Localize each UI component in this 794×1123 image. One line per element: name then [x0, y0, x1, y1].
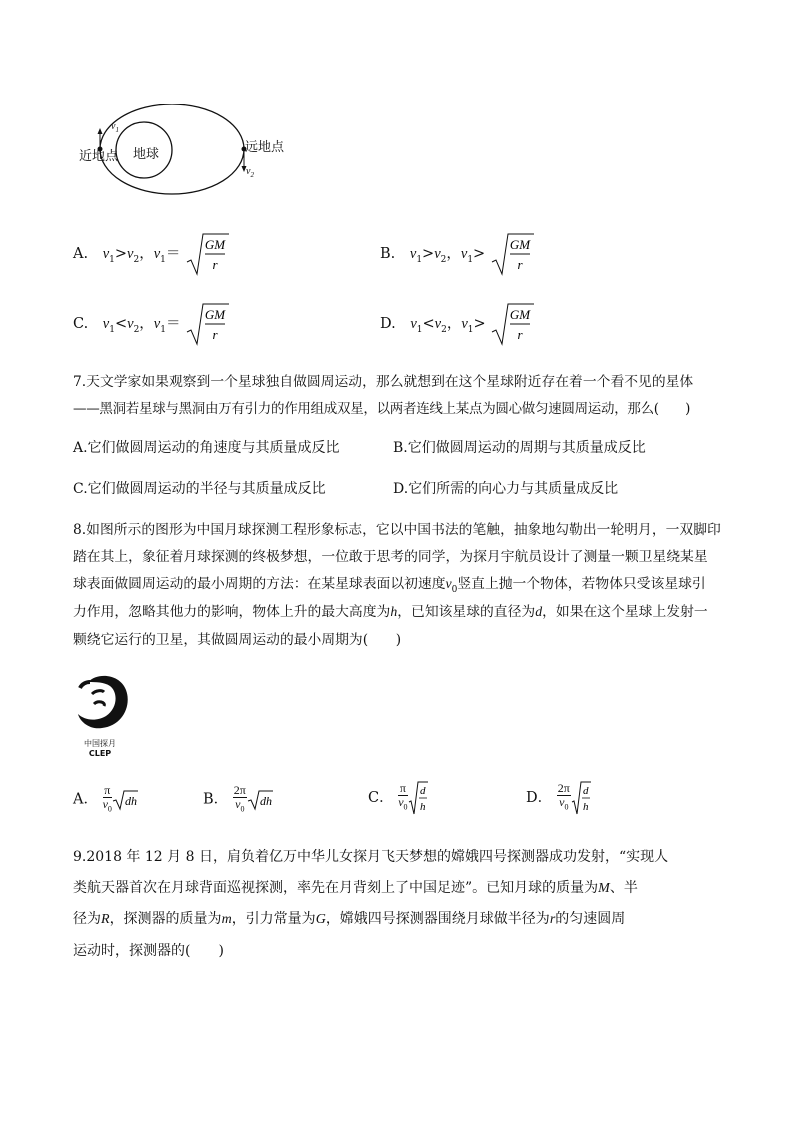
sqrt-gm-over-r [185, 302, 229, 346]
sqrt-gm-over-r [490, 232, 534, 276]
option-fraction: $\frac{\pi}{v_0}$ [102, 783, 112, 814]
svg-text:h: h [582, 801, 589, 813]
frac-num: GM [204, 307, 226, 322]
svg-text:dh: dh [124, 793, 137, 808]
q8-stem-line5: 颗绕它运行的卫星，其做圆周运动的最小周期为( ) [73, 632, 402, 648]
q8-stem-line4: 力作用，忽略其他力的影响，物体上升的最大高度为h，已知该星球的直径为d，如果在这个星球上发射一 [73, 604, 708, 620]
logo-en-text: CLEP [88, 749, 112, 758]
sqrt-d-over-h [571, 780, 591, 816]
q7-option-a[interactable]: A.它们做圆周运动的角速度与其质量成反比 [73, 440, 340, 456]
clep-logo [74, 670, 134, 760]
q8-stem-line1: 8.如图所示的图形为中国月球探测工程形象标志，它以中国书法的笔触，抽象地勾勒出一轮明月，一双脚印 [73, 522, 721, 538]
sqrt-gm-over-r [490, 302, 534, 346]
q7-option-d[interactable]: D.它们所需的向心力与其质量成反比 [393, 481, 619, 497]
svg-text:dh: dh [259, 793, 272, 808]
frac-num: GM [204, 237, 226, 252]
q6-option-b[interactable]: B. $v_1>v_2$，$v_1>$ GM r [380, 232, 534, 276]
q7-stem-line2: ——黑洞若星球与黑洞由万有引力的作用组成双星，以两者连线上某点为圆心做匀速圆周运动，那么( ) [73, 401, 691, 417]
perigee-label: 近地点 [79, 149, 119, 164]
option-fraction: $\frac{2\pi}{v_0}$ [233, 783, 246, 814]
q8-option-c[interactable]: C． $\frac{\pi}{v_0}$ d h [368, 780, 428, 816]
q8-stem-line3: 球表面做圆周运动的最小周期的方法：在某星球表面以初速度$v_0$竖直上抛一个物体，若物体只受该星球引 [73, 576, 706, 595]
sqrt-dh [112, 789, 138, 811]
option-fraction: $\frac{\pi}{v_0}$ [398, 781, 408, 812]
frac-den: r [212, 257, 218, 272]
q7-option-c[interactable]: C.它们做圆周运动的半径与其质量成反比 [73, 481, 326, 497]
svg-text:d: d [419, 785, 426, 797]
q9-stem-line3: 径为R，探测器的质量为m，引力常量为G，嫦娥四号探测器围绕月球做半径为r的匀速圆周 [73, 911, 626, 927]
frac-den: r [212, 327, 218, 342]
v1-label: $v_1$ [111, 121, 119, 134]
q8-stem-line2: 踏在其上，象征着月球探测的终极梦想，一位敢于思考的同学，为探月宇航员设计了测量一颗卫星绕某星 [73, 549, 708, 565]
earth-label: 地球 [133, 147, 160, 162]
sqrt-gm-over-r [185, 232, 229, 276]
q8-option-a[interactable]: A． $\frac{\pi}{v_0}$ dh [73, 783, 137, 814]
q9-stem-line4: 运动时，探测器的( ) [73, 943, 224, 959]
q6-option-a[interactable]: A. $v_1>v_2$，$v_1=$ GM r [73, 232, 229, 276]
q6-option-d[interactable]: D. $v_1<v_2$，$v_1>$ GM r [380, 302, 534, 346]
q9-stem-line2: 类航天器首次在月球背面巡视探测，率先在月背刻上了中国足迹”。已知月球的质量为M、半 [73, 880, 638, 896]
q9-stem-line1: 9.2018 年 12 月 8 日，肩负着亿万中华儿女探月飞天梦想的嫦娥四号探测器成功发射，“实现人 [73, 849, 669, 865]
logo-cn-text: 中国探月 [84, 739, 116, 748]
svg-text:d: d [582, 785, 589, 797]
svg-text:h: h [419, 801, 426, 813]
frac-num: GM [509, 237, 530, 252]
frac-num: GM [510, 307, 531, 322]
q7-stem-line1: 7.天文学家如果观察到一个星球独自做圆周运动，那么就想到在这个星球附近存在着一个看不见的星体 [73, 374, 694, 390]
sqrt-d-over-h [408, 780, 428, 816]
moon-brush-logo [74, 670, 134, 734]
frac-den: r [517, 327, 523, 342]
q7-option-b[interactable]: B.它们做圆周运动的周期与其质量成反比 [393, 440, 646, 456]
option-fraction: $\frac{2\pi}{v_0}$ [557, 781, 570, 812]
q8-option-d[interactable]: D． $\frac{2\pi}{v_0}$ d h [526, 780, 591, 816]
apogee-label: 远地点 [245, 140, 285, 155]
v2-label: $v_2$ [246, 166, 254, 179]
q6-option-c[interactable]: C. $v_1<v_2$，$v_1=$ GM r [73, 302, 229, 346]
sqrt-dh [247, 789, 273, 811]
q8-option-b[interactable]: B． $\frac{2\pi}{v_0}$ dh [203, 783, 272, 814]
frac-den: r [517, 257, 523, 272]
